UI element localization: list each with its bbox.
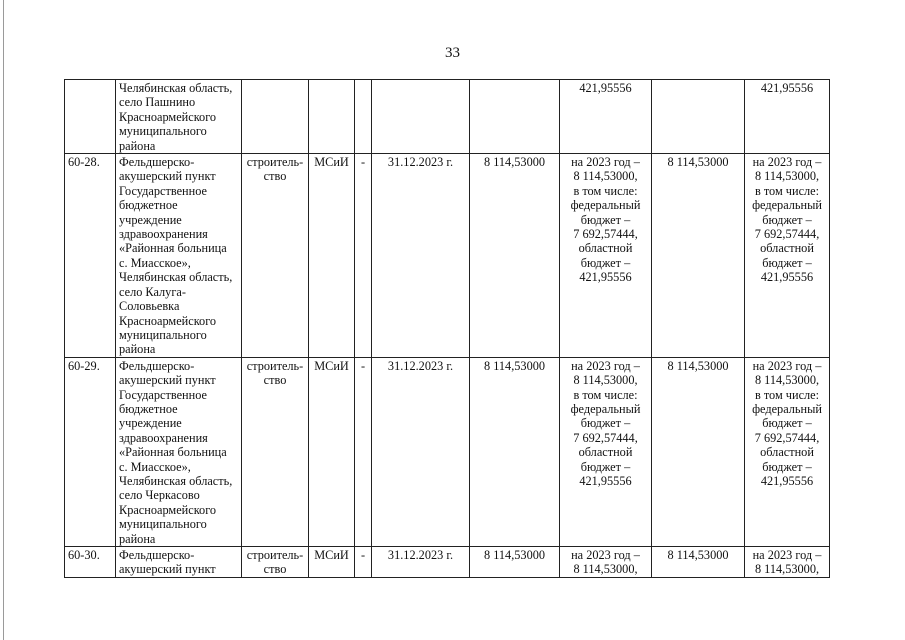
- deadline-cell: 31.12.2023 г.: [372, 547, 470, 578]
- objects-table-body: [65, 80, 830, 578]
- table-row: [65, 80, 830, 154]
- work-type-cell: [242, 80, 309, 154]
- work-type-cell: строитель- ство: [242, 357, 309, 546]
- estimated-cost-cell: 8 114,53000: [470, 357, 560, 546]
- financing-cell: на 2023 год – 8 114,53000,: [560, 547, 652, 578]
- deadline-cell: 31.12.2023 г.: [372, 357, 470, 546]
- estimated-cost-2-cell: [652, 80, 745, 154]
- estimated-cost-cell: 8 114,53000: [470, 547, 560, 578]
- estimated-cost-cell: [470, 80, 560, 154]
- financing-cell: 421,95556: [560, 80, 652, 154]
- row-number-cell: 60-30.: [65, 547, 116, 578]
- dash-cell: -: [355, 547, 372, 578]
- financing-2-cell: на 2023 год – 8 114,53000, в том числе: федеральный бюджет – 7 692,57444, областной бюджет – 421,95556: [745, 154, 830, 358]
- deadline-cell: [372, 80, 470, 154]
- customer-cell: [309, 80, 355, 154]
- table-row: [65, 154, 830, 358]
- deadline-cell: 31.12.2023 г.: [372, 154, 470, 358]
- row-number-cell: 60-28.: [65, 154, 116, 358]
- object-name-cell: Фельдшерско- акушерский пункт Государственное бюджетное учреждение здравоохранения «Районная больница с. Миасское», Челябинская область, село Черкасово Красноармейского муниципального района: [116, 357, 242, 546]
- objects-table: [64, 79, 830, 578]
- object-name-cell: Фельдшерско- акушерский пункт Государственное бюджетное учреждение здравоохранения «Районная больница с. Миасское», Челябинская область, село Калуга- Соловьевка Красноармейского муниципального района: [116, 154, 242, 358]
- estimated-cost-2-cell: 8 114,53000: [652, 154, 745, 358]
- row-number-cell: [65, 80, 116, 154]
- table-row: [65, 547, 830, 578]
- dash-cell: -: [355, 154, 372, 358]
- work-type-cell: строитель- ство: [242, 154, 309, 358]
- customer-cell: МСиИ: [309, 547, 355, 578]
- financing-cell: на 2023 год – 8 114,53000, в том числе: федеральный бюджет – 7 692,57444, областной бюджет – 421,95556: [560, 154, 652, 358]
- financing-2-cell: 421,95556: [745, 80, 830, 154]
- estimated-cost-2-cell: 8 114,53000: [652, 547, 745, 578]
- object-name-cell: Челябинская область, село Пашнино Красноармейского муниципального района: [116, 80, 242, 154]
- estimated-cost-cell: 8 114,53000: [470, 154, 560, 358]
- object-name-cell: Фельдшерско- акушерский пункт: [116, 547, 242, 578]
- work-type-cell: строитель- ство: [242, 547, 309, 578]
- dash-cell: [355, 80, 372, 154]
- page-number: 33: [445, 45, 460, 61]
- page-left-edge-line: [3, 0, 4, 640]
- estimated-cost-2-cell: 8 114,53000: [652, 357, 745, 546]
- financing-2-cell: на 2023 год – 8 114,53000, в том числе: федеральный бюджет – 7 692,57444, областной бюджет – 421,95556: [745, 357, 830, 546]
- row-number-cell: 60-29.: [65, 357, 116, 546]
- customer-cell: МСиИ: [309, 154, 355, 358]
- table-row: [65, 357, 830, 546]
- customer-cell: МСиИ: [309, 357, 355, 546]
- financing-cell: на 2023 год – 8 114,53000, в том числе: федеральный бюджет – 7 692,57444, областной бюджет – 421,95556: [560, 357, 652, 546]
- financing-2-cell: на 2023 год – 8 114,53000,: [745, 547, 830, 578]
- dash-cell: -: [355, 357, 372, 546]
